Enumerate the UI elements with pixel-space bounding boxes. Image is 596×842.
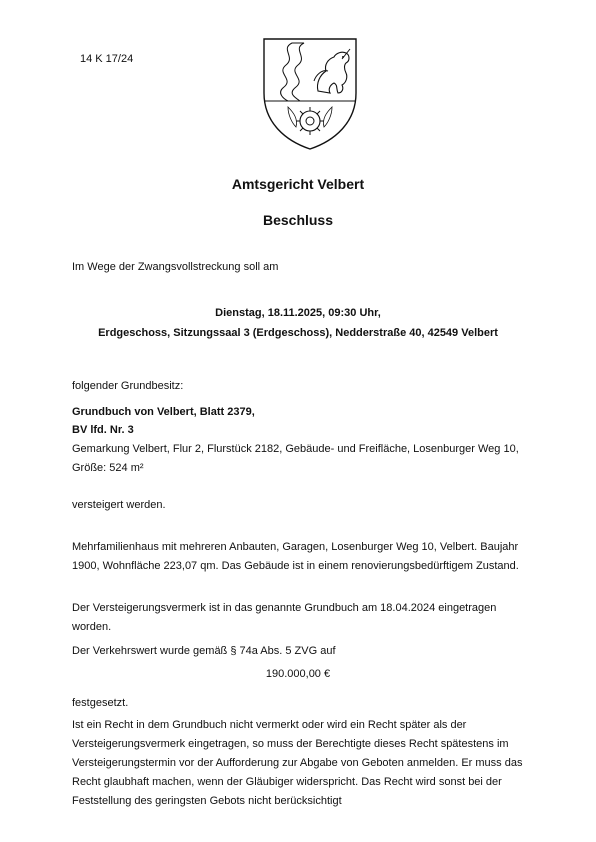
auction-statement: versteigert werden.: [72, 499, 166, 511]
document-type: Beschluss: [262, 212, 334, 228]
market-value-amount: 190.000,00 €: [265, 668, 331, 680]
intro-text: Im Wege der Zwangsvollstreckung soll am: [72, 261, 279, 273]
auction-place: Erdgeschoss, Sitzungssaal 3 (Erdgeschoss), Nedderstraße 40, 42549 Velbert: [98, 327, 498, 339]
market-value-label: Der Verkehrswert wurde gemäß § 74a Abs. 5 ZVG auf: [72, 645, 336, 657]
court-name: Amtsgericht Velbert: [231, 176, 365, 192]
parcel-description: Gemarkung Velbert, Flur 2, Flurstück 2182, Gebäude- und Freifläche, Losenburger Weg 10, Größe: 524 m²: [72, 443, 519, 474]
market-value-suffix: festgesetzt.: [72, 697, 129, 709]
registration-note: Der Versteigerungsvermerk ist in das genannte Grundbuch am 18.04.2024 eingetragen worden.: [72, 602, 497, 633]
case-number: 14 K 17/24: [80, 53, 134, 65]
property-intro: folgender Grundbesitz:: [72, 380, 184, 392]
auction-date: Dienstag, 18.11.2025, 09:30 Uhr,: [215, 307, 381, 319]
nrw-coat-of-arms-icon: [258, 35, 362, 153]
land-register: Grundbuch von Velbert, Blatt 2379,: [72, 406, 255, 418]
inventory-number: BV lfd. Nr. 3: [72, 424, 134, 436]
rights-notice: Ist ein Recht in dem Grundbuch nicht vermerkt oder wird ein Recht später als der Versteigerungsvermerk eingetragen, so muss der Berechtigte dieses Recht spätestens im Versteigerungstermin vor der Aufforderung zur Abgabe von Geboten anmelden. Er muss das Recht glaubhaft machen, wenn der Gläubiger widerspricht. Das Recht wird sonst bei der Feststellung des geringsten Gebots nicht berücksichtigt: [72, 719, 523, 807]
property-description: Mehrfamilienhaus mit mehreren Anbauten, Garagen, Losenburger Weg 10, Velbert. Baujahr 1900, Wohnfläche 223,07 qm. Das Gebäude ist in einem renovierungsbedürftigem Zustand.: [72, 541, 519, 572]
